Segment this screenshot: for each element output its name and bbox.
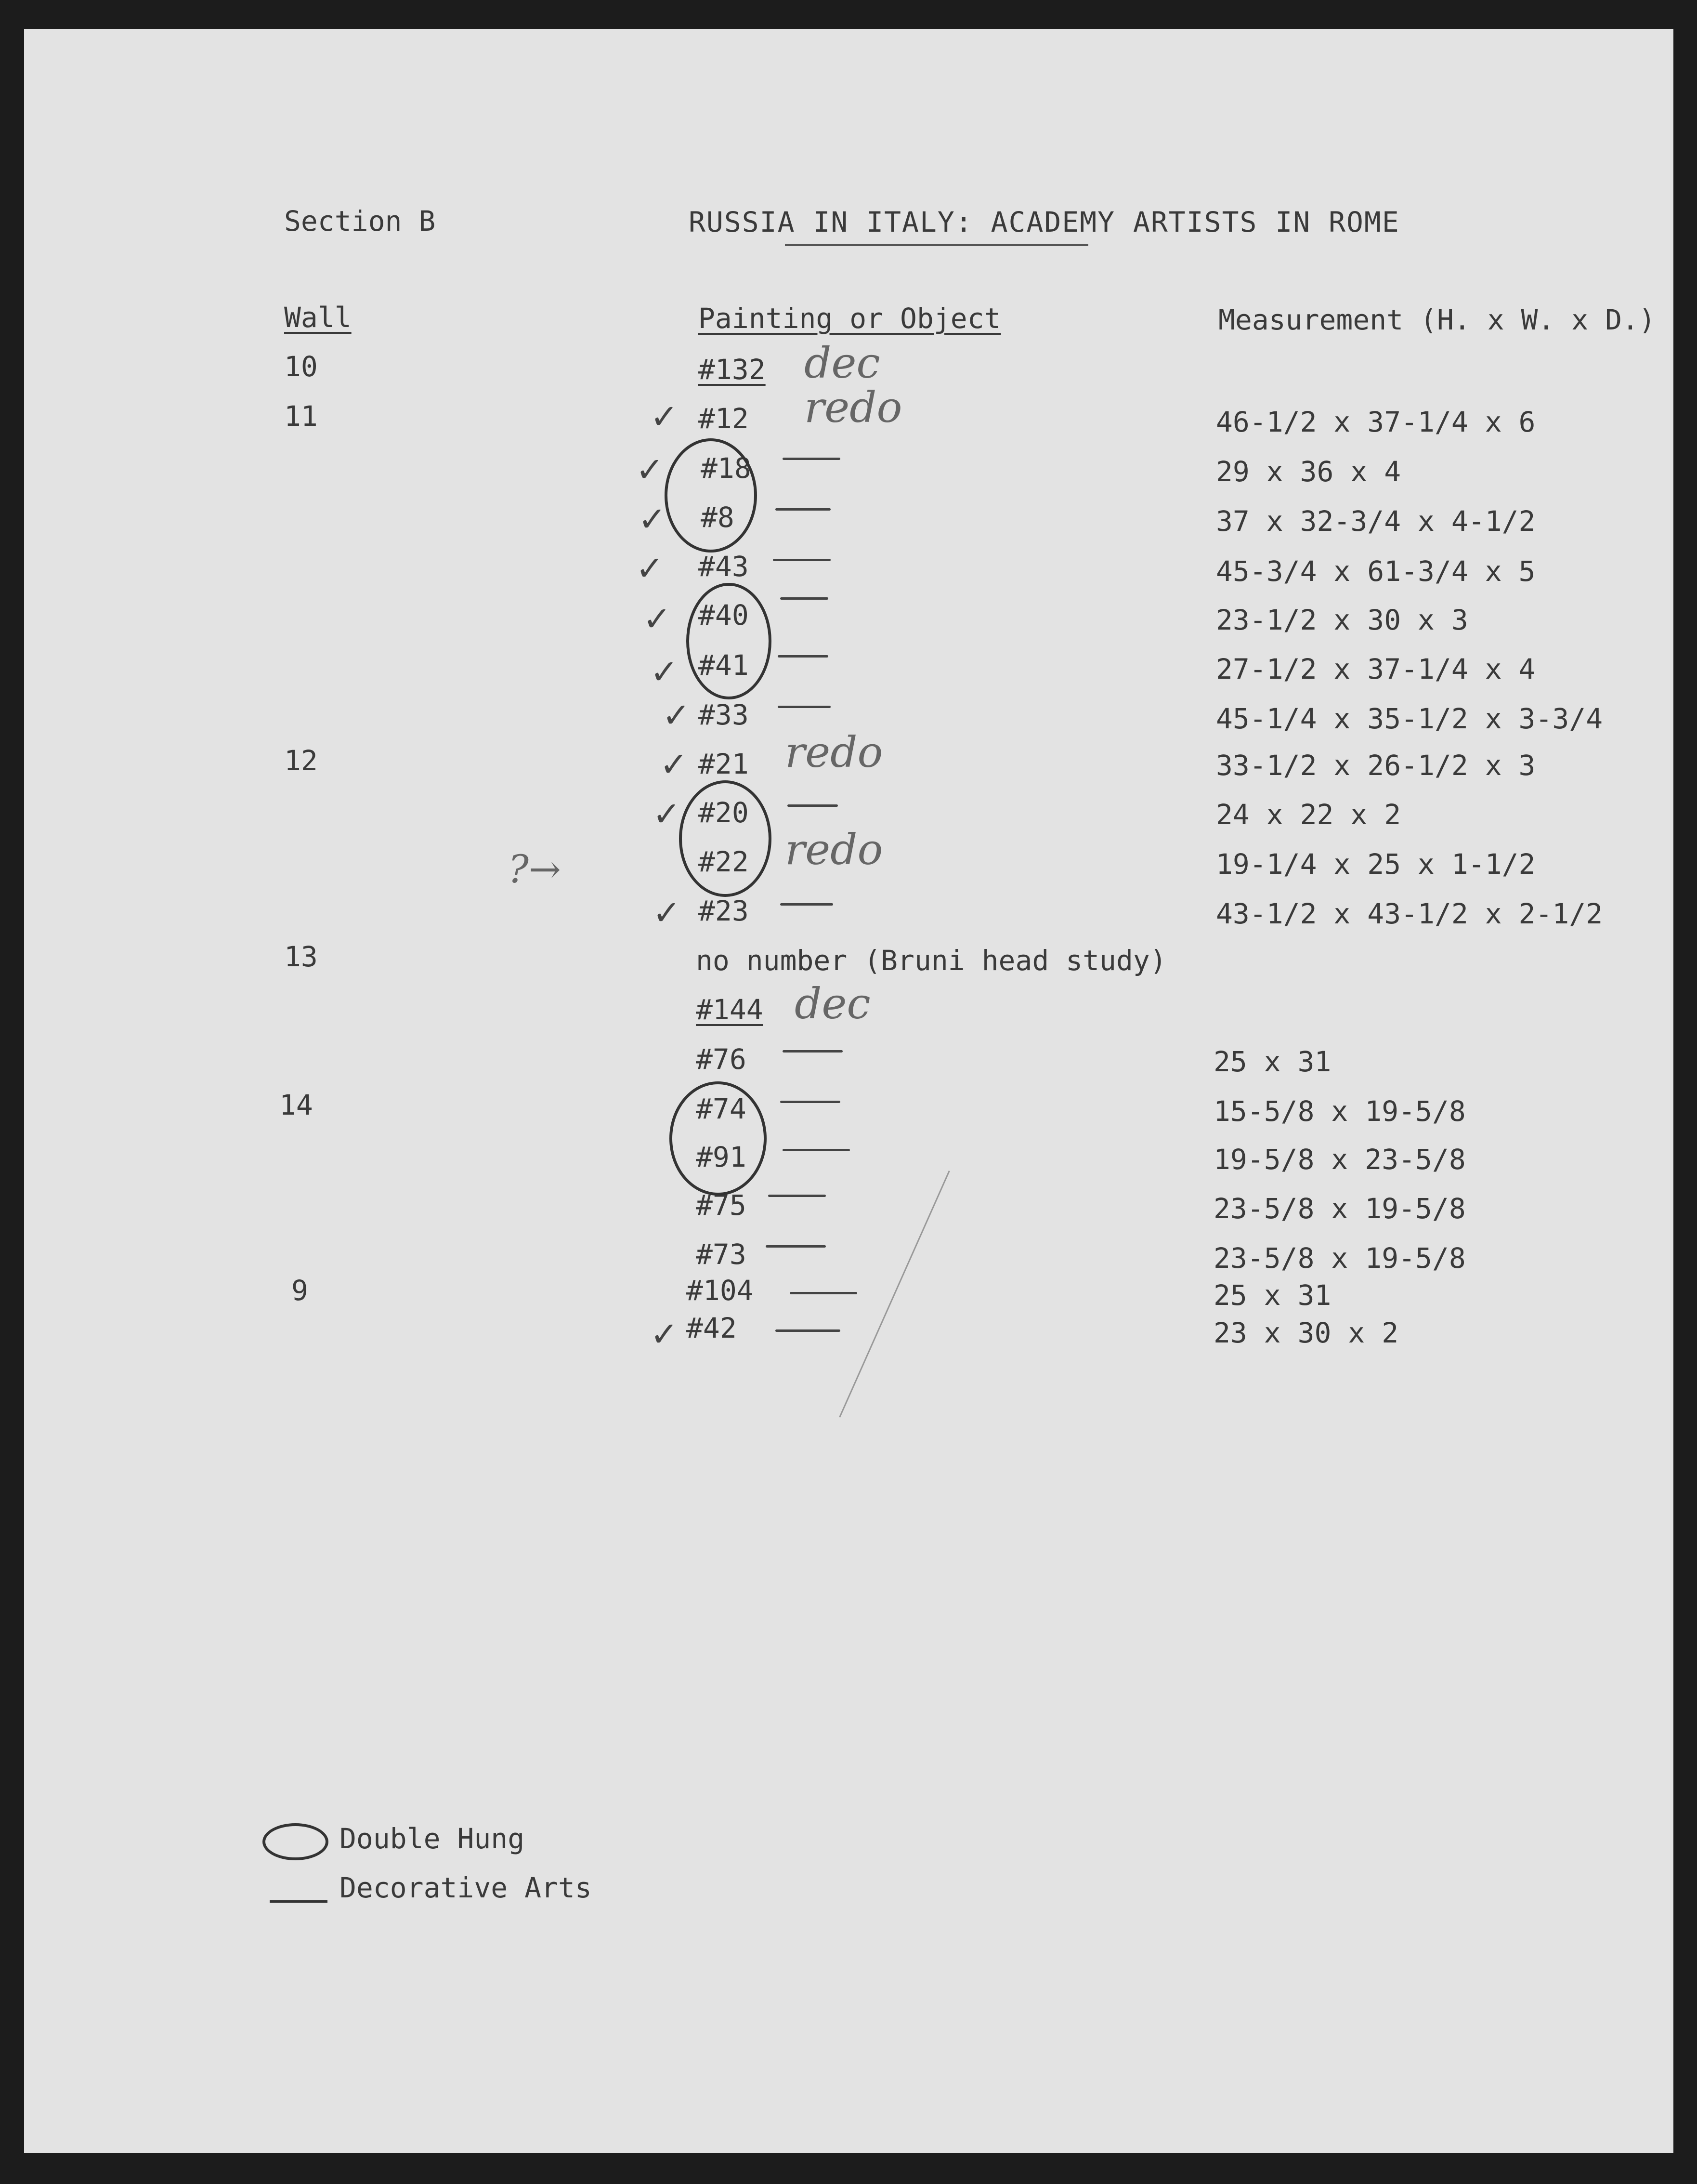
object-id: #8: [701, 501, 734, 534]
object-id: #73: [696, 1238, 746, 1271]
object-id: no number (Bruni head study): [696, 944, 1167, 977]
column-header-wall: Wall: [284, 301, 352, 334]
measurement-value: 37 x 32-3/4 x 4-1/2: [1216, 505, 1536, 538]
legend-dash-icon: [270, 1900, 327, 1903]
check-mark-icon: ✓: [650, 1315, 679, 1354]
check-mark-icon: ✓: [660, 745, 688, 784]
measurement-value: 23 x 30 x 2: [1214, 1316, 1399, 1349]
object-id: #144: [696, 993, 763, 1026]
object-id: #42: [686, 1312, 737, 1344]
object-id: #104: [686, 1274, 754, 1307]
check-mark-icon: ✓: [653, 794, 681, 834]
object-id: #33: [698, 698, 749, 731]
object-id: #75: [696, 1189, 746, 1222]
decorative-arts-dash: [778, 655, 828, 658]
measurement-value: 29 x 36 x 4: [1216, 455, 1401, 488]
measurement-value: 25 x 31: [1214, 1279, 1331, 1312]
title-underline-mark: [785, 244, 1088, 246]
section-label: Section B: [284, 205, 436, 237]
double-hung-circle: [686, 583, 771, 699]
decorative-arts-dash: [766, 1245, 826, 1248]
measurement-value: 33-1/2 x 26-1/2 x 3: [1216, 749, 1536, 782]
decorative-arts-dash: [768, 1195, 826, 1197]
wall-number: 14: [279, 1089, 313, 1121]
measurement-value: 15-5/8 x 19-5/8: [1214, 1095, 1466, 1128]
measurement-value: 45-1/4 x 35-1/2 x 3-3/4: [1216, 702, 1603, 735]
wall-number: 13: [284, 940, 318, 973]
check-mark-icon: ✓: [643, 599, 671, 639]
measurement-value: 46-1/2 x 37-1/4 x 6: [1216, 406, 1536, 438]
decorative-arts-dash: [783, 458, 840, 460]
document-title: RUSSIA IN ITALY: ACADEMY ARTISTS IN ROME: [689, 206, 1400, 238]
double-hung-circle: [669, 1081, 767, 1196]
handwritten-note: redo: [804, 382, 902, 432]
object-id: #12: [698, 402, 749, 435]
object-id: #41: [698, 649, 749, 682]
measurement-value: 45-3/4 x 61-3/4 x 5: [1216, 555, 1536, 588]
legend-oval-icon: [262, 1823, 328, 1860]
column-header-object: Painting or Object: [698, 302, 1001, 335]
decorative-arts-dash: [775, 508, 831, 511]
column-header-measurement: Measurement (H. x W. x D.): [1218, 303, 1656, 336]
object-id: #132: [698, 353, 766, 386]
double-hung-circle: [665, 438, 757, 553]
check-mark-icon: ✓: [636, 450, 664, 489]
check-mark-icon: ✓: [636, 549, 664, 588]
decorative-arts-dash: [780, 1101, 840, 1103]
handwritten-note: dec: [795, 979, 871, 1028]
measurement-value: 19-1/4 x 25 x 1-1/2: [1216, 848, 1536, 881]
handwritten-note: dec: [804, 338, 880, 388]
object-id: #18: [701, 452, 751, 485]
wall-number: 12: [284, 744, 318, 777]
object-id: #23: [698, 895, 749, 927]
decorative-arts-dash: [780, 597, 828, 600]
check-mark-icon: ✓: [662, 696, 691, 735]
legend-double-hung: Double Hung: [339, 1822, 525, 1855]
handwritten-note: redo: [785, 825, 883, 874]
wall-number: 10: [284, 350, 318, 383]
decorative-arts-dash: [773, 559, 831, 561]
wall-number: 9: [291, 1274, 308, 1307]
double-hung-circle: [679, 780, 771, 897]
check-mark-icon: ✓: [650, 397, 679, 436]
object-id: #40: [698, 599, 749, 632]
decorative-arts-dash: [790, 1292, 857, 1294]
decorative-arts-dash: [778, 706, 831, 708]
measurement-value: 23-1/2 x 30 x 3: [1216, 604, 1468, 636]
decorative-arts-dash: [783, 1149, 850, 1151]
measurement-value: 25 x 31: [1214, 1045, 1331, 1078]
check-mark-icon: ✓: [650, 652, 679, 692]
legend-decorative-arts: Decorative Arts: [339, 1871, 592, 1904]
measurement-value: 27-1/2 x 37-1/4 x 4: [1216, 653, 1536, 685]
question-arrow-note: ?→: [508, 847, 561, 892]
object-id: #21: [698, 748, 749, 780]
check-mark-icon: ✓: [638, 500, 666, 539]
object-id: #76: [696, 1043, 746, 1076]
decorative-arts-dash: [780, 903, 833, 906]
measurement-value: 23-5/8 x 19-5/8: [1214, 1192, 1466, 1225]
decorative-arts-dash: [783, 1050, 843, 1053]
object-id: #43: [698, 550, 749, 583]
measurement-value: 43-1/2 x 43-1/2 x 2-1/2: [1216, 897, 1603, 930]
wall-number: 11: [284, 400, 318, 433]
object-id: #22: [698, 845, 749, 878]
measurement-value: 24 x 22 x 2: [1216, 798, 1401, 831]
measurement-value: 23-5/8 x 19-5/8: [1214, 1242, 1466, 1275]
decorative-arts-dash: [787, 804, 838, 807]
handwritten-note: redo: [785, 727, 883, 777]
object-id: #91: [696, 1141, 746, 1173]
decorative-arts-dash: [775, 1329, 840, 1332]
object-id: #74: [696, 1092, 746, 1125]
object-id: #20: [698, 796, 749, 829]
check-mark-icon: ✓: [653, 893, 681, 933]
document-page: [24, 29, 1673, 2153]
measurement-value: 19-5/8 x 23-5/8: [1214, 1143, 1466, 1176]
